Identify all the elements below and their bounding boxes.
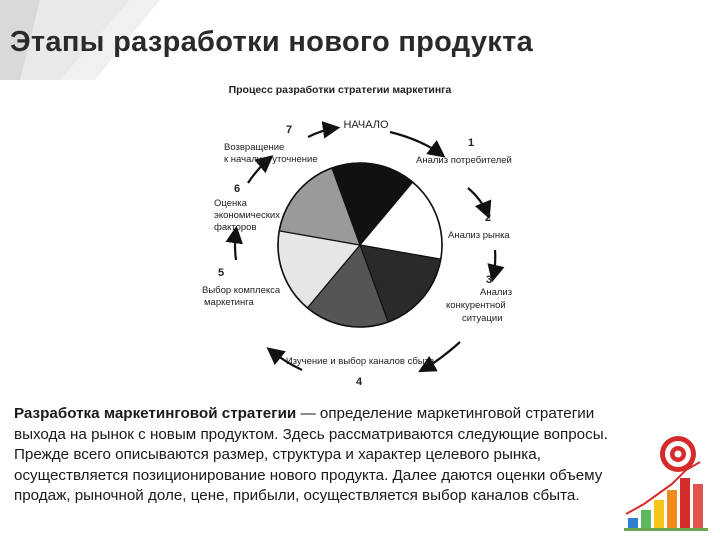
step-7-label-line-1: Возвращение — [224, 142, 285, 153]
body-paragraph — [14, 404, 634, 507]
step-3-number: 3 — [486, 274, 493, 286]
page-title: Этапы разработки нового продукта — [10, 26, 534, 58]
arrow-7-to-start — [308, 128, 336, 137]
step-3-label-line-1: Анализ — [480, 287, 513, 298]
step-5-number: 5 — [218, 267, 225, 279]
step-5-label-line-1: Выбор комплекса — [202, 285, 281, 296]
step-3-label-line-2: конкурентной — [446, 300, 506, 311]
header — [0, 0, 720, 80]
start-label: НАЧАЛО — [343, 119, 389, 131]
step-2-label: Анализ рынка — [448, 230, 510, 241]
target-growth-chart-icon — [620, 432, 712, 532]
step-6-label-line-3: факторов — [214, 222, 257, 233]
arrow-1-to-2 — [468, 188, 488, 215]
step-7-number: 7 — [286, 124, 293, 136]
strategy-process-diagram — [190, 80, 530, 390]
step-4-label: Изучение и выбор каналов сбыта — [285, 356, 435, 367]
diagram-canvas — [190, 80, 530, 390]
step-1-label: Анализ потребителей — [416, 155, 512, 166]
process-pie — [278, 163, 442, 327]
arrow-start-to-1 — [390, 132, 442, 155]
step-3-label-line-3: ситуации — [462, 313, 503, 324]
growth-bars — [628, 478, 703, 528]
step-4-number: 4 — [356, 376, 363, 388]
step-6-number: 6 — [234, 183, 241, 195]
step-6-label-line-2: экономических — [214, 210, 280, 221]
diagram-title: Процесс разработки стратегии маркетинга — [228, 84, 452, 96]
arrow-5-to-6 — [235, 230, 236, 260]
step-2-number: 2 — [485, 212, 492, 224]
step-6-label-line-1: Оценка — [214, 198, 247, 209]
term-definition: — определение маркетинговой стратегии выхода на рынок с новым продуктом. Здесь рассматриваются следующие вопросы. Прежде всего описываются размер, структура и характер целевого рынка, осуществляется позиционирование нового продукта. Далее даются оценки объему продаж, рыночной доле, цене, прибыли, осуществляется выбор каналов сбыта. — [14, 405, 608, 504]
step-5-label-line-2: маркетинга — [204, 297, 254, 308]
step-1-number: 1 — [468, 137, 475, 149]
step-7-label-line-2: к началу и уточнение — [224, 154, 318, 165]
term-highlight: Разработка маркетинговой стратегии — [14, 405, 297, 422]
arrow-2-to-3 — [493, 250, 495, 278]
